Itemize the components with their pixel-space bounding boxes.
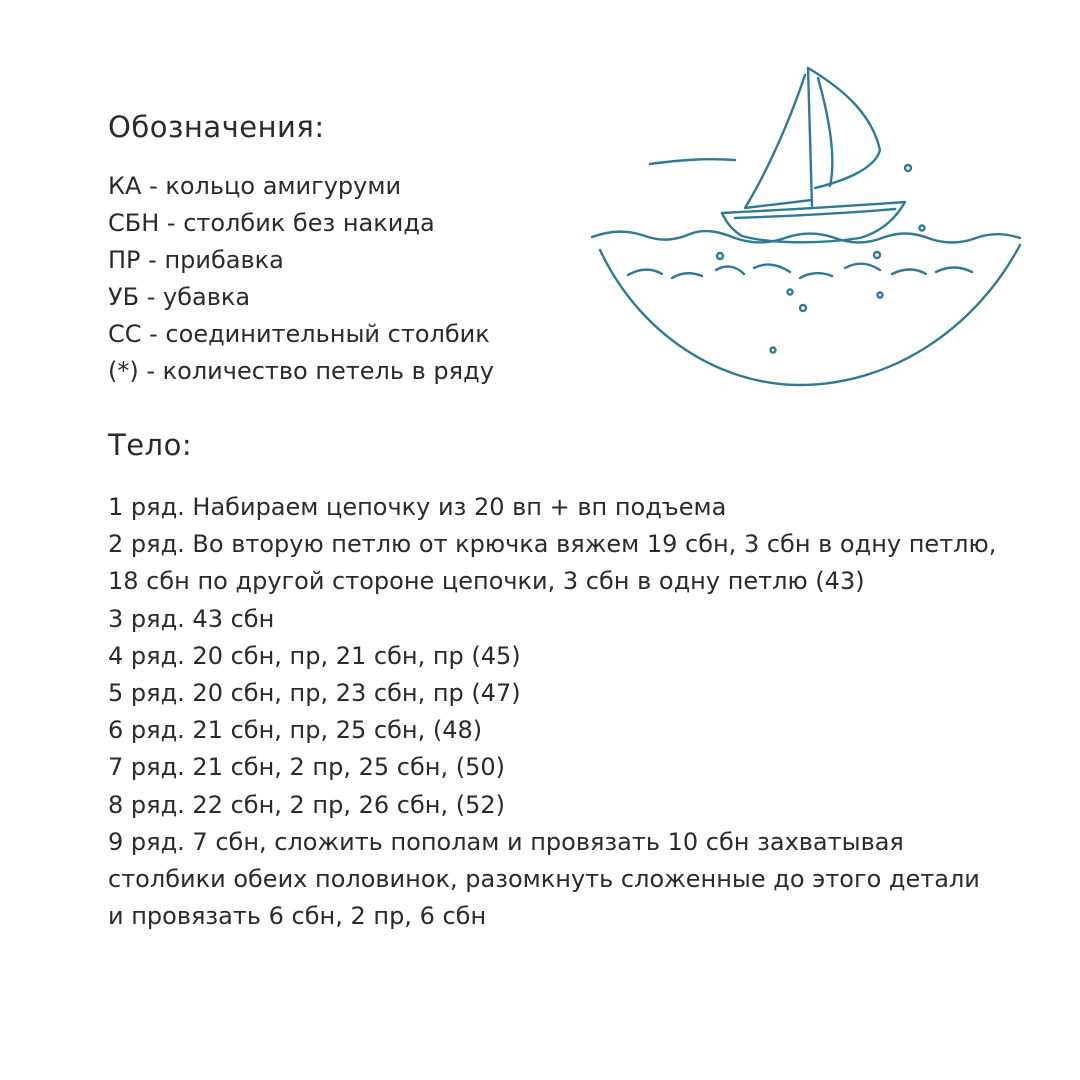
row-line: 6 ряд. 21 сбн, пр, 25 сбн, (48) (108, 716, 483, 745)
wave-line-2 (628, 270, 662, 275)
sea-bowl-outline (600, 245, 1020, 385)
bubble (717, 253, 723, 259)
legend-item: СС - соединительный столбик (108, 320, 490, 348)
bubble (920, 226, 925, 231)
wave-line-2h (936, 268, 972, 273)
boat-mainsail-inner (818, 78, 832, 186)
row-line: 2 ряд. Во вторую петлю от крючка вяжем 19 сбн, 3 сбн в одну петлю, (108, 530, 997, 559)
wave-line-top (592, 231, 1020, 242)
wave-line-2c (716, 267, 744, 274)
legend-item: КА - кольцо амигуруми (108, 172, 402, 200)
legend-item: ПР - прибавка (108, 246, 284, 274)
legend-item: УБ - убавка (108, 283, 251, 311)
wave-line-2f (845, 264, 880, 270)
row-line: 3 ряд. 43 сбн (108, 604, 275, 633)
row-line: 5 ряд. 20 сбн, пр, 23 сбн, пр (47) (108, 679, 521, 708)
boat-mast (808, 68, 812, 206)
legend-list (108, 168, 494, 390)
sailboat-illustration (585, 60, 1030, 395)
row-line: 7 ряд. 21 сбн, 2 пр, 25 сбн, (50) (108, 753, 505, 782)
bubble (874, 252, 880, 258)
wave-line-2e (800, 273, 832, 278)
bubble (905, 165, 911, 171)
row-line: 4 ряд. 20 сбн, пр, 21 сбн, пр (45) (108, 641, 521, 670)
bubble (878, 293, 883, 298)
row-line: 1 ряд. Набираем цепочку из 20 вп + вп подъема (108, 493, 727, 521)
wave-line-2d (754, 265, 790, 272)
row-line: и провязать 6 сбн, 2 пр, 6 сбн (108, 902, 487, 931)
horizon-line (650, 159, 735, 164)
legend-title: Обозначения: (108, 110, 325, 144)
row-line: 8 ряд. 22 сбн, 2 пр, 26 сбн, (52) (108, 790, 505, 819)
bubble (800, 305, 806, 311)
row-line: 18 сбн по другой стороне цепочки, 3 сбн в одну петлю (43) (108, 567, 865, 596)
row-line: 9 ряд. 7 сбн, сложить пополам и провязать 10 сбн захватывая (108, 827, 904, 856)
boat-mainsail (808, 68, 880, 188)
wave-line-2g (892, 270, 926, 275)
legend-item: (*) - количество петель в ряду (108, 357, 494, 385)
row-line: столбики обеих половинок, разомкнуть сложенные до этого детали (108, 865, 980, 894)
body-section-title: Тело: (108, 428, 193, 462)
sailboat-sea-icon (585, 60, 1030, 395)
bubble (771, 348, 776, 353)
legend-item: СБН - столбик без накида (108, 209, 435, 237)
wave-line-2b (672, 273, 702, 278)
body-rows-list (108, 489, 996, 935)
bubble (788, 290, 793, 295)
boat-jib (745, 75, 812, 208)
